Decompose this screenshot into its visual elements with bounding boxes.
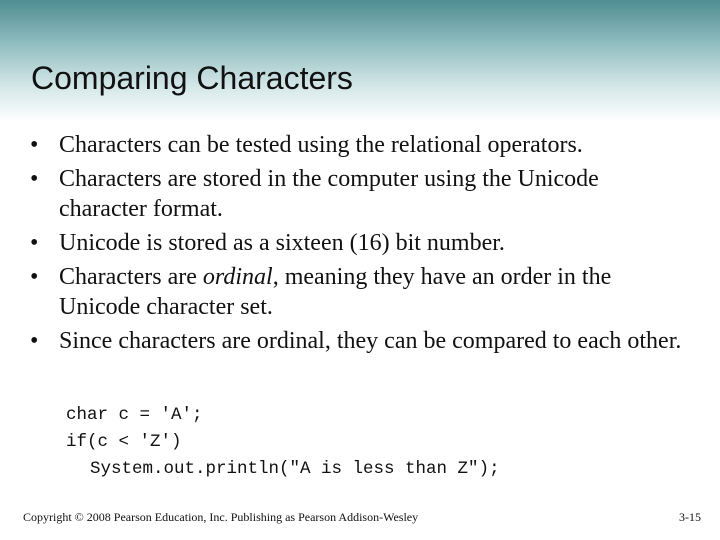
bullet-text: Characters are stored in the computer using the Unicode character format. <box>59 166 599 222</box>
bullet-text: Since characters are ordinal, they can be compared to each other. <box>59 328 682 354</box>
footer-copyright: Copyright © 2008 Pearson Education, Inc. Publishing as Pearson Addison-Wesley <box>23 510 419 524</box>
code-line: System.out.println("A is less than Z"); <box>90 459 500 479</box>
bullet-text-post: , meaning they have an order in the Unicode character set. <box>59 264 612 320</box>
page-number: 3-15 <box>679 510 701 524</box>
bullet-marker: • <box>30 230 39 256</box>
bullet-item <box>30 164 690 224</box>
bullet-text <box>59 262 690 322</box>
bullet-text: Characters can be tested using the relational operators. <box>59 132 583 158</box>
bullet-text: Unicode is stored as a sixteen (16) bit number. <box>59 230 505 256</box>
code-line: char c = 'A'; <box>66 405 203 425</box>
bullet-item <box>30 326 690 356</box>
bullet-list <box>30 130 690 360</box>
bullet-marker: • <box>30 328 39 354</box>
emphasis-ordinal: ordinal <box>202 264 273 290</box>
bullet-item <box>30 130 690 160</box>
bullet-item <box>30 262 690 322</box>
code-line: if(c < 'Z') <box>66 432 182 452</box>
code-block <box>66 402 500 483</box>
slide-title: Comparing Characters <box>31 60 353 96</box>
bullet-marker: • <box>30 264 39 290</box>
bullet-marker: • <box>30 166 39 192</box>
bullet-text-pre: Characters are <box>59 264 203 290</box>
bullet-marker: • <box>30 132 39 158</box>
bullet-item <box>30 228 690 258</box>
